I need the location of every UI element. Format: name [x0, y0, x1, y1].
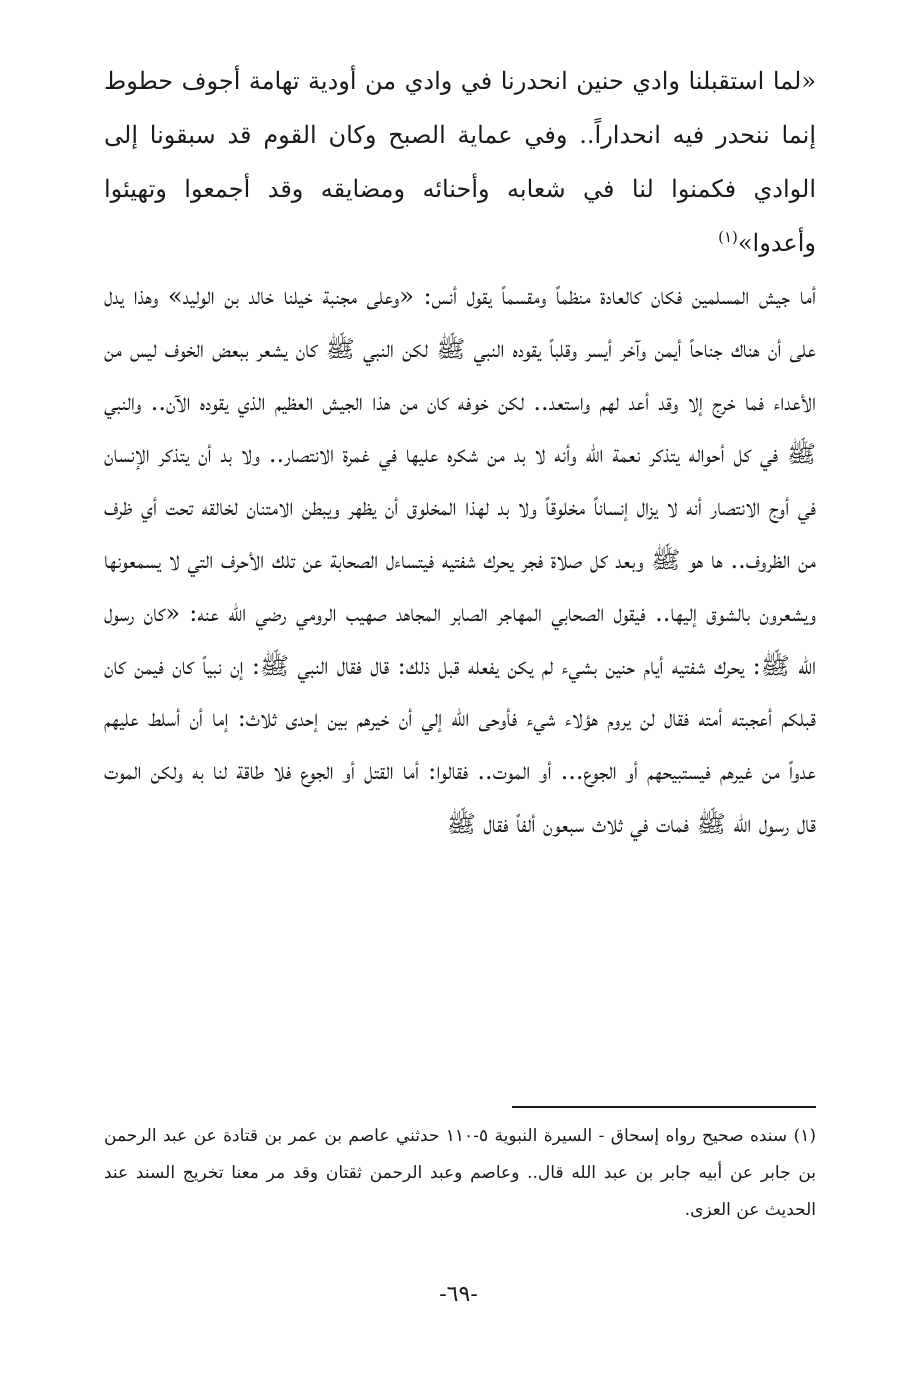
footnote-divider	[512, 1106, 816, 1108]
footnote-reference: (١)	[718, 228, 738, 246]
footnote: (١) سنده صحيح رواه إسحاق - السيرة النبوية ٥-١١٠ حدثني عاصم بن عمر بن قتادة عن عبد الرحمن بن جابر عن أبيه جابر بن عبد الله قال.. وعاصم وعبد الرحمن ثقتان وقد مر معنا تخريج السند عند الحديث عن العزى.	[104, 1126, 816, 1220]
quote-text: «لما استقبلنا وادي حنين انحدرنا في وادي من أودية تهامة أجوف حطوط إنما ننحدر فيه انحداراً.. وفي عماية الصبح وكان القوم قد سبقونا إلى الوادي فكمنوا لنا في شعابه وأحنائه ومضايقه وقد أجمعوا وتهيئوا وأعدوا»	[104, 67, 817, 257]
page-number: -٦٩-	[439, 1282, 478, 1307]
body-paragraph: أما جيش المسلمين فكان كالعادة منظماً ومقسماً يقول أنس: «وعلى مجنبة خيلنا خالد بن الوليد» وهذا يدل على أن هناك جناحاً أيمن وآخر أيسر وقلباً يقوده النبي ﷺ لكن النبي ﷺ كان يشعر ببعض الخوف ليس من الأعداء فما خرج إلا وقد أعد لهم واستعد.. لكن خوفه كان من هذا الجيش العظيم الذي يقوده الآن.. والنبي ﷺ في كل أحواله يتذكر نعمة الله وأنه لا بد من شكره عليها في غمرة الانتصار.. ولا بد أن يتذكر الإنسان في أوج الانتصار أنه لا يزال إنساناً مخلوقاً ولا بد لهذا المخلوق أن يظهر ويبطن الامتنان لخالقه تحت أي ظرف من الظروف.. ها هو ﷺ وبعد كل صلاة فجر يحرك شفتيه فيتساءل الصحابة عن تلك الأحرف التي لا يسمعونها ويشعرون بالشوق إليها.. فيقول الصحابي المهاجر الصابر المجاهد صهيب الرومي رضي الله عنه: «كان رسول الله ﷺ: يحرك شفتيه أيام حنين بشيء لم يكن يفعله قبل ذلك: قال فقال النبي ﷺ: إن نبياً كان فيمن كان قبلكم أعجبته أمته فقال لن يروم هؤلاء شيء فأوحى الله إلي أن خيرهم بين إحدى ثلاث: إما أن أسلط عليهم عدواً من غيرهم فيستبيحهم أو الجوع... أو الموت.. فقالوا: أما القتل أو الجوع فلا طاقة لنا به ولكن الموت قال رسول الله ﷺ فمات في ثلاث سبعون ألفاً فقال ﷺ	[104, 282, 817, 838]
quoted-passage	[104, 54, 816, 270]
